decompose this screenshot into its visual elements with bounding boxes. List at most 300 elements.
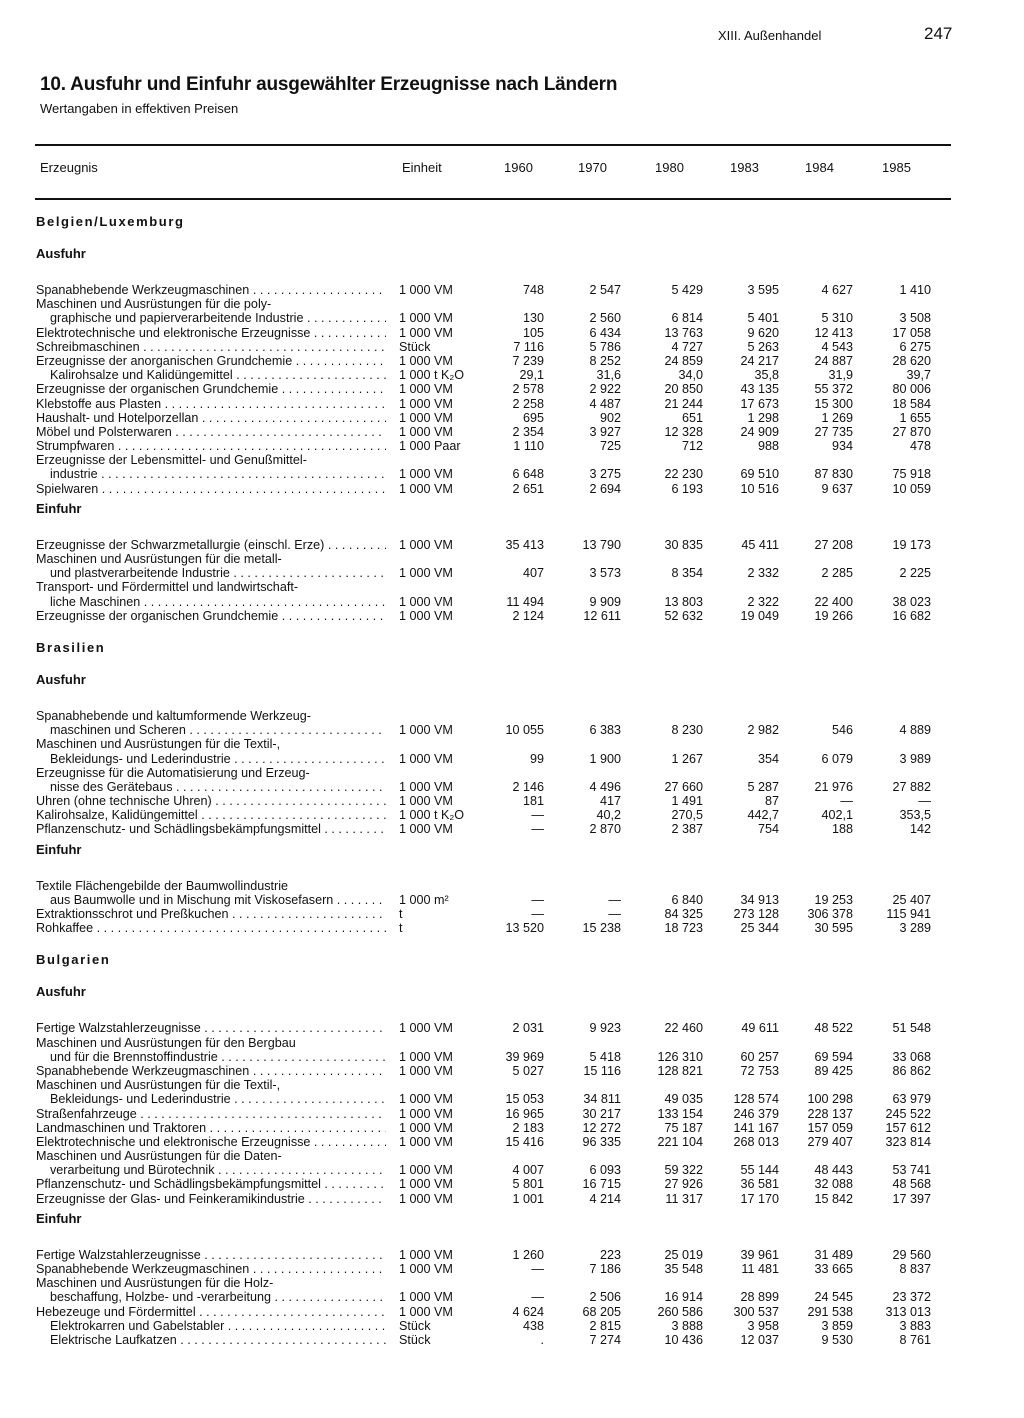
value-cell-1985: 115 941	[886, 907, 931, 921]
section-name: Einfuhr	[36, 501, 82, 516]
value-cell-1983: 2 332	[747, 566, 779, 581]
row-spacer	[0, 623, 1024, 639]
table-row	[0, 467, 1024, 481]
table-row	[0, 538, 1024, 552]
table-row	[0, 1177, 1024, 1191]
value-cell-1970: 9 909	[589, 594, 621, 609]
col-header-unit: Einheit	[402, 160, 442, 175]
product-label: Maschinen und Ausrüstungen für die Textil-,	[36, 737, 281, 752]
value-cell-1985: —	[918, 794, 931, 809]
product-label: Erzeugnisse der organischen Grundchemie . . .	[36, 382, 386, 396]
table-row-continued-label	[0, 580, 1024, 594]
table-row	[0, 1064, 1024, 1078]
value-cell-1960: 2 146	[512, 779, 544, 794]
value-cell-1960: 438	[522, 1318, 544, 1333]
product-label: Spanabhebende und kaltumformende Werkzeug-	[36, 708, 311, 723]
country-heading	[0, 213, 1024, 241]
value-cell-1980: 75 187	[664, 1120, 703, 1135]
table-row	[0, 340, 1024, 354]
value-cell-1983: 1 298	[747, 410, 779, 425]
value-cell-1960: 2 183	[512, 1120, 544, 1135]
value-cell-1980: 20 850	[664, 382, 703, 397]
row-spacer	[0, 869, 1024, 879]
value-cell-1985: 39,7	[906, 368, 931, 383]
value-cell-1970: 12 272	[582, 1120, 621, 1135]
value-cell-1970: 30 217	[582, 1106, 621, 1121]
product-label: Rohkaffee . . .	[36, 921, 386, 935]
unit-cell: 1 000 VM	[399, 537, 453, 552]
product-label: und plastverarbeitende Industrie . . .	[50, 566, 386, 580]
value-cell-1983: 19 049	[740, 608, 779, 623]
value-cell-1970: 5 786	[589, 339, 621, 354]
value-cell-1970: —	[608, 907, 621, 921]
value-cell-1984: 55 372	[814, 382, 853, 397]
value-cell-1984: 9 530	[821, 1332, 853, 1347]
value-cell-1960: 181	[522, 794, 544, 809]
value-cell-1983: 354	[757, 751, 779, 766]
table-row-continued-label	[0, 1078, 1024, 1092]
unit-cell: 1 000 VM	[399, 1120, 453, 1135]
section-heading	[0, 1206, 1024, 1238]
value-cell-1985: 2 225	[899, 566, 931, 581]
table-row	[0, 907, 1024, 921]
product-label: maschinen und Scheren . . .	[50, 723, 386, 737]
product-label: Spanabhebende Werkzeugmaschinen . . .	[36, 1064, 386, 1078]
product-label: Pflanzenschutz- und Schädlingsbekämpfungsmittel . . .	[36, 1177, 386, 1191]
table-row	[0, 425, 1024, 439]
value-cell-1970: 2 815	[589, 1318, 621, 1333]
value-cell-1984: 157 059	[807, 1120, 853, 1135]
value-cell-1980: 84 325	[664, 907, 703, 921]
col-header-year: 1985	[882, 160, 911, 175]
section-name: Ausfuhr	[36, 247, 86, 261]
table-row	[0, 1262, 1024, 1276]
value-cell-1983: 273 128	[733, 907, 779, 921]
value-cell-1980: 13 763	[664, 325, 703, 340]
section-name: Ausfuhr	[36, 985, 86, 1000]
value-cell-1984: 4 543	[821, 339, 853, 354]
value-cell-1980: 6 814	[671, 311, 703, 326]
value-cell-1985: 1 410	[899, 283, 931, 297]
product-label: Extraktionsschrot und Preßkuchen . . .	[36, 907, 386, 921]
value-cell-1985: 323 814	[885, 1134, 931, 1149]
value-cell-1970: 34 811	[583, 1092, 621, 1107]
country-name: Belgien/Luxemburg	[36, 215, 185, 229]
unit-cell: Stück	[399, 1332, 431, 1347]
value-cell-1985: 313 013	[885, 1304, 931, 1319]
value-cell-1960: 5 027	[512, 1063, 544, 1078]
value-cell-1984: 30 595	[814, 921, 853, 936]
value-cell-1970: 3 573	[589, 566, 621, 581]
unit-cell: 1 000 VM	[399, 794, 453, 809]
product-label: Erzeugnisse der Schwarzmetallurgie (einschl. Erze) . . .	[36, 538, 386, 552]
value-cell-1960: —	[531, 1262, 544, 1276]
value-cell-1960: 407	[522, 566, 544, 581]
value-cell-1960: 29,1	[519, 368, 544, 383]
section-heading	[0, 496, 1024, 528]
value-cell-1983: 17 170	[740, 1191, 779, 1206]
value-cell-1980: 260 586	[657, 1304, 703, 1319]
table-row-continued-label	[0, 1276, 1024, 1290]
table-row	[0, 1163, 1024, 1177]
value-cell-1983: 28 899	[740, 1290, 779, 1305]
unit-cell: 1 000 VM	[399, 1247, 453, 1262]
value-cell-1970: 68 205	[582, 1304, 621, 1319]
value-cell-1983: 87	[764, 794, 779, 809]
value-cell-1970: 2 922	[589, 382, 621, 397]
product-label: Erzeugnisse der organischen Grundchemie . . .	[36, 609, 386, 623]
table-row	[0, 1248, 1024, 1262]
value-cell-1984: 402,1	[821, 808, 853, 823]
value-cell-1960: 2 578	[512, 382, 544, 397]
value-cell-1985: 48 568	[892, 1177, 931, 1192]
value-cell-1980: 651	[681, 410, 703, 425]
table-row	[0, 354, 1024, 368]
value-cell-1970: 725	[599, 439, 621, 454]
value-cell-1984: 21 976	[814, 779, 853, 794]
value-cell-1960: —	[531, 822, 544, 837]
top-rule	[35, 144, 951, 146]
value-cell-1980: 52 632	[664, 608, 703, 623]
col-header-year: 1980	[655, 160, 684, 175]
value-cell-1980: 27 660	[664, 779, 703, 794]
product-label: Maschinen und Ausrüstungen für die poly-	[36, 297, 272, 312]
value-cell-1980: 128 821	[657, 1063, 703, 1078]
value-cell-1985: 16 682	[892, 608, 931, 623]
value-cell-1970: 16 715	[582, 1177, 621, 1192]
product-label: Kalirohsalze und Kalidüngemittel . . .	[50, 368, 386, 382]
table-row	[0, 326, 1024, 340]
product-label: Elektrokarren und Gabelstabler . . .	[50, 1319, 386, 1333]
value-cell-1983: 2 982	[747, 723, 779, 738]
value-cell-1984: 188	[831, 822, 853, 837]
col-header-year: 1984	[805, 160, 834, 175]
value-cell-1985: 478	[909, 439, 931, 454]
value-cell-1960: 2 258	[512, 396, 544, 411]
value-cell-1980: 2 387	[671, 822, 703, 837]
value-cell-1983: 988	[757, 439, 779, 454]
table-row	[0, 822, 1024, 836]
value-cell-1960: 16 965	[505, 1106, 544, 1121]
product-label: Textile Flächengebilde der Baumwollindustrie	[36, 878, 289, 893]
value-cell-1983: 10 516	[740, 481, 779, 496]
value-cell-1983: 5 401	[747, 311, 779, 326]
value-cell-1983: 24 217	[740, 353, 779, 368]
product-label: verarbeitung und Bürotechnik . . .	[50, 1163, 386, 1177]
table-row-continued-label	[0, 737, 1024, 751]
unit-cell: t	[399, 907, 403, 921]
value-cell-1960: 4 007	[512, 1163, 544, 1178]
value-cell-1970: 12 611	[583, 608, 621, 623]
value-cell-1983: 246 379	[733, 1106, 779, 1121]
table-row-continued-label	[0, 766, 1024, 780]
value-cell-1983: 69 510	[740, 467, 779, 482]
value-cell-1980: 22 460	[664, 1021, 703, 1036]
value-cell-1983: 60 257	[740, 1049, 779, 1064]
value-cell-1984: 31 489	[814, 1247, 853, 1262]
page-number: 247	[924, 24, 953, 43]
product-label: Bekleidungs- und Lederindustrie . . .	[50, 752, 386, 766]
value-cell-1960: .	[540, 1332, 544, 1347]
table-body	[0, 213, 1024, 1347]
unit-cell: 1 000 VM	[399, 723, 453, 738]
value-cell-1984: 19 266	[814, 608, 853, 623]
unit-cell: t	[399, 921, 403, 936]
value-cell-1983: 55 144	[740, 1163, 779, 1178]
value-cell-1984: 934	[831, 439, 853, 454]
value-cell-1960: 2 124	[512, 608, 544, 623]
value-cell-1984: 22 400	[814, 594, 853, 609]
table-row	[0, 397, 1024, 411]
product-label: beschaffung, Holzbe- und -verarbeitung . . .	[50, 1290, 386, 1304]
value-cell-1984: 32 088	[814, 1177, 853, 1192]
value-cell-1984: 5 310	[821, 311, 853, 326]
value-cell-1983: 35,8	[754, 368, 779, 383]
product-label: Möbel und Polsterwaren . . .	[36, 425, 386, 439]
value-cell-1980: 18 723	[664, 921, 703, 936]
unit-cell: 1 000 VM	[399, 822, 453, 837]
value-cell-1980: 6 193	[671, 481, 703, 496]
country-heading	[0, 639, 1024, 667]
value-cell-1984: 27 735	[814, 424, 853, 439]
value-cell-1984: 9 637	[821, 481, 853, 496]
value-cell-1984: 89 425	[814, 1063, 853, 1078]
value-cell-1970: 40,2	[596, 808, 621, 823]
table-row	[0, 1192, 1024, 1206]
value-cell-1983: 300 537	[733, 1304, 779, 1319]
table-row-continued-label	[0, 1036, 1024, 1050]
value-cell-1960: 35 413	[505, 537, 544, 552]
table-row-continued-label	[0, 879, 1024, 893]
product-label: Spanabhebende Werkzeugmaschinen . . .	[36, 283, 386, 297]
value-cell-1980: 1 491	[671, 794, 703, 809]
value-cell-1985: 6 275	[899, 339, 931, 354]
header-rule	[35, 198, 951, 200]
value-cell-1970: 5 418	[589, 1049, 621, 1064]
value-cell-1970: 3 927	[589, 424, 621, 439]
value-cell-1985: 3 989	[899, 751, 931, 766]
value-cell-1983: 49 611	[741, 1021, 779, 1036]
value-cell-1970: —	[608, 892, 621, 907]
value-cell-1970: 2 506	[589, 1290, 621, 1305]
unit-cell: 1 000 VM	[399, 1177, 453, 1192]
table-row	[0, 1050, 1024, 1064]
table-row-continued-label	[0, 709, 1024, 723]
value-cell-1980: 4 727	[671, 339, 703, 354]
value-cell-1960: 6 648	[512, 467, 544, 482]
value-cell-1985: 245 522	[885, 1106, 931, 1121]
value-cell-1984: 31,9	[828, 368, 853, 383]
value-cell-1970: 223	[599, 1247, 621, 1262]
value-cell-1984: 24 545	[814, 1290, 853, 1305]
value-cell-1983: 11 481	[741, 1262, 779, 1276]
value-cell-1985: 353,5	[899, 808, 931, 823]
product-label: Maschinen und Ausrüstungen für die Daten-	[36, 1149, 282, 1164]
unit-cell: 1 000 VM	[399, 1163, 453, 1178]
unit-cell: 1 000 VM	[399, 410, 453, 425]
value-cell-1985: 1 655	[899, 410, 931, 425]
unit-cell: 1 000 Paar	[399, 439, 461, 454]
value-cell-1984: 15 842	[814, 1191, 853, 1206]
value-cell-1984: 12 413	[814, 325, 853, 340]
value-cell-1960: 10 055	[505, 723, 544, 738]
value-cell-1970: 4 214	[589, 1191, 621, 1206]
value-cell-1983: 17 673	[740, 396, 779, 411]
unit-cell: 1 000 VM	[399, 1262, 453, 1276]
table-row-continued-label	[0, 1149, 1024, 1163]
value-cell-1984: 48 522	[814, 1021, 853, 1036]
value-cell-1983: 268 013	[733, 1134, 779, 1149]
value-cell-1983: 9 620	[747, 325, 779, 340]
value-cell-1980: 49 035	[664, 1092, 703, 1107]
product-label: Haushalt- und Hotelporzellan . . .	[36, 411, 386, 425]
value-cell-1983: 45 411	[741, 537, 779, 552]
table-row	[0, 482, 1024, 496]
value-cell-1983: 34 913	[740, 892, 779, 907]
unit-cell: 1 000 VM	[399, 594, 453, 609]
value-cell-1983: 5 263	[747, 339, 779, 354]
product-label: Maschinen und Ausrüstungen für die Holz-	[36, 1276, 274, 1291]
value-cell-1985: 17 058	[892, 325, 931, 340]
table-subtitle: Wertangaben in effektiven Preisen	[40, 101, 239, 116]
table-row	[0, 1021, 1024, 1035]
table-row	[0, 921, 1024, 935]
unit-cell: 1 000 VM	[399, 751, 453, 766]
country-heading	[0, 951, 1024, 979]
value-cell-1980: 270,5	[671, 808, 703, 823]
value-cell-1983: 2 322	[747, 594, 779, 609]
product-label: und für die Brennstoffindustrie . . .	[50, 1050, 386, 1064]
product-label: Erzeugnisse der Glas- und Feinkeramikindustrie . . .	[36, 1192, 386, 1206]
value-cell-1960: 15 416	[505, 1134, 544, 1149]
value-cell-1960: —	[531, 907, 544, 921]
value-cell-1984: 546	[831, 723, 853, 738]
value-cell-1983: 442,7	[747, 808, 779, 823]
product-label: Maschinen und Ausrüstungen für den Bergbau	[36, 1035, 296, 1050]
unit-cell: Stück	[399, 1318, 431, 1333]
product-label: Maschinen und Ausrüstungen für die metall-	[36, 552, 282, 566]
section-heading	[0, 667, 1024, 699]
unit-cell: 1 000 VM	[399, 1304, 453, 1319]
value-cell-1985: 10 059	[892, 481, 931, 496]
unit-cell: 1 000 VM	[399, 283, 453, 297]
value-cell-1980: 3 888	[671, 1318, 703, 1333]
value-cell-1985: 4 889	[899, 723, 931, 738]
value-cell-1985: 25 407	[892, 892, 931, 907]
table-row	[0, 1135, 1024, 1149]
value-cell-1983: 3 595	[747, 283, 779, 297]
value-cell-1983: 141 167	[733, 1120, 779, 1135]
row-spacer	[0, 528, 1024, 538]
value-cell-1980: 1 267	[671, 751, 703, 766]
value-cell-1970: 7 274	[589, 1332, 621, 1347]
value-cell-1960: 695	[522, 410, 544, 425]
value-cell-1983: 128 574	[733, 1092, 779, 1107]
value-cell-1984: 2 285	[821, 566, 853, 581]
value-cell-1960: —	[531, 892, 544, 907]
value-cell-1980: 712	[681, 439, 703, 454]
value-cell-1980: 126 310	[657, 1049, 703, 1064]
value-cell-1970: 2 547	[589, 283, 621, 297]
table-row	[0, 566, 1024, 580]
value-cell-1984: 33 665	[814, 1262, 853, 1276]
running-header: XIII. Außenhandel	[718, 28, 822, 43]
table-row	[0, 1121, 1024, 1135]
value-cell-1983: 39 961	[740, 1247, 779, 1262]
table-row	[0, 283, 1024, 297]
table-row	[0, 1333, 1024, 1347]
value-cell-1984: 19 253	[814, 892, 853, 907]
table-row-continued-label	[0, 453, 1024, 467]
value-cell-1980: 30 835	[664, 537, 703, 552]
unit-cell: 1 000 t K₂O	[399, 368, 465, 383]
value-cell-1970: 96 335	[582, 1134, 621, 1149]
section-heading	[0, 837, 1024, 869]
value-cell-1980: 13 803	[664, 594, 703, 609]
table-row	[0, 595, 1024, 609]
product-label: Landmaschinen und Traktoren . . .	[36, 1121, 386, 1135]
value-cell-1980: 6 840	[671, 892, 703, 907]
value-cell-1984: 27 208	[814, 537, 853, 552]
value-cell-1985: 157 612	[885, 1120, 931, 1135]
value-cell-1984: 15 300	[814, 396, 853, 411]
col-header-year: 1970	[578, 160, 607, 175]
table-row	[0, 794, 1024, 808]
value-cell-1960: 2 651	[512, 481, 544, 496]
table-row	[0, 1092, 1024, 1106]
unit-cell: 1 000 t K₂O	[399, 808, 465, 823]
value-cell-1980: 25 019	[664, 1247, 703, 1262]
value-cell-1960: 11 494	[506, 594, 544, 609]
value-cell-1980: 21 244	[664, 396, 703, 411]
value-cell-1985: 18 584	[892, 396, 931, 411]
unit-cell: 1 000 VM	[399, 608, 453, 623]
value-cell-1960: 1 001	[512, 1191, 544, 1206]
col-header-year: 1960	[504, 160, 533, 175]
value-cell-1960: 130	[522, 311, 544, 326]
product-label: nisse des Gerätebaus . . .	[50, 780, 386, 794]
value-cell-1985: 8 761	[899, 1332, 931, 1347]
value-cell-1985: 51 548	[892, 1021, 931, 1036]
product-label: Straßenfahrzeuge . . .	[36, 1107, 386, 1121]
value-cell-1970: 3 275	[589, 467, 621, 482]
value-cell-1960: —	[531, 808, 544, 823]
product-label: Erzeugnisse der anorganischen Grundchemie . . .	[36, 354, 386, 368]
unit-cell: 1 000 VM	[399, 424, 453, 439]
unit-cell: 1 000 VM	[399, 1092, 453, 1107]
value-cell-1970: 15 116	[583, 1063, 621, 1078]
table-row	[0, 311, 1024, 325]
value-cell-1985: 29 560	[892, 1247, 931, 1262]
value-cell-1985: 53 741	[892, 1163, 931, 1178]
value-cell-1980: 16 914	[664, 1290, 703, 1305]
table-row	[0, 1319, 1024, 1333]
value-cell-1985: 28 620	[892, 353, 931, 368]
value-cell-1985: 27 882	[892, 779, 931, 794]
value-cell-1960: 99	[529, 751, 544, 766]
unit-cell: 1 000 VM	[399, 481, 453, 496]
value-cell-1980: 27 926	[664, 1177, 703, 1192]
value-cell-1983: 25 344	[740, 921, 779, 936]
value-cell-1984: 291 538	[807, 1304, 853, 1319]
product-label: Strumpfwaren . . .	[36, 439, 386, 453]
section-name: Einfuhr	[36, 1211, 82, 1226]
unit-cell: 1 000 VM	[399, 1021, 453, 1036]
country-name: Brasilien	[36, 640, 106, 655]
value-cell-1985: 80 006	[892, 382, 931, 397]
value-cell-1970: 2 694	[589, 481, 621, 496]
table-row	[0, 439, 1024, 453]
